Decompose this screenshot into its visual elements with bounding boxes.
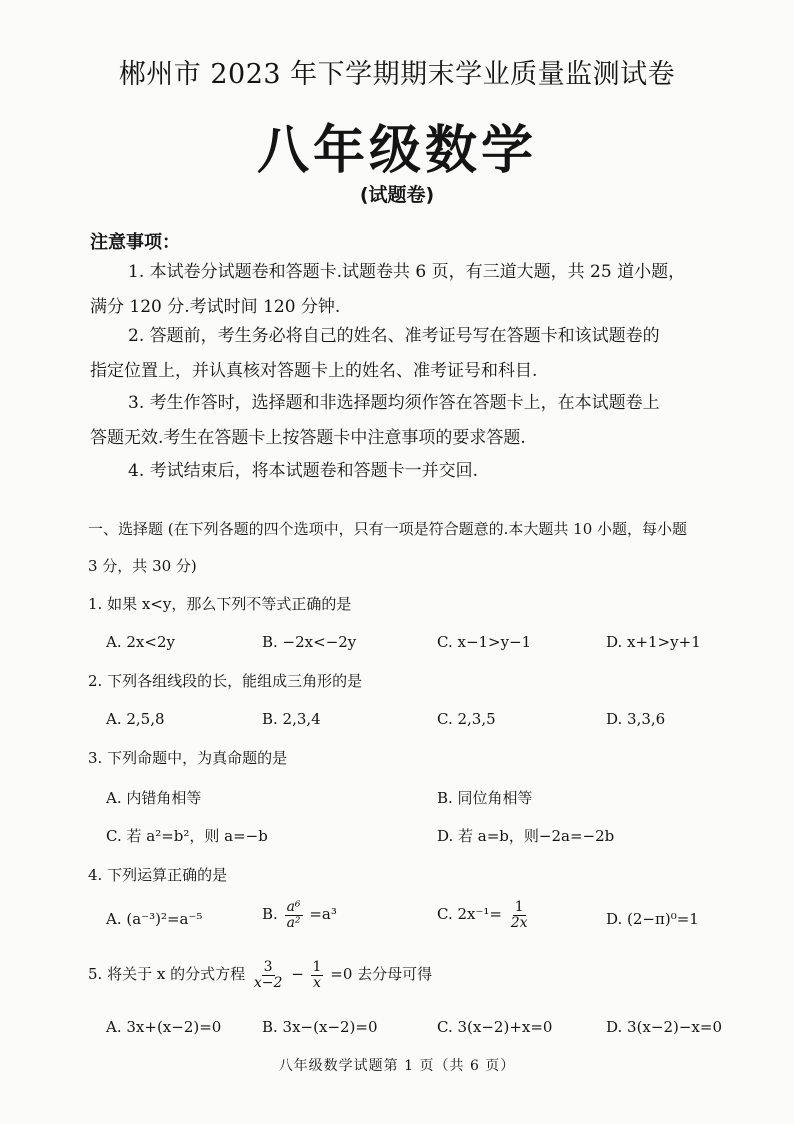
question-1-stem: 1. 如果 x<y，那么下列不等式正确的是 [88,595,352,613]
fraction-numerator: 1 [514,899,524,915]
fraction-denominator: 2x [510,914,528,931]
option-rest: =a³ [309,905,337,924]
question-3-option-c: C. 若 a²=b²，则 a=−b [106,827,268,845]
note-line: 2. 答题前，考生务必将自己的姓名、准考证号写在答题卡和该试题卷的 [128,326,660,346]
page-footer: 八年级数学试题第 1 页（共 6 页） [278,1058,516,1074]
stem-text: =0 去分母可得 [330,965,433,984]
fraction-numerator: a⁶ [286,899,301,915]
question-5-option-a: A. 3x+(x−2)=0 [106,1018,222,1036]
question-1-option-d: D. x+1>y+1 [606,633,701,651]
question-2-stem: 2. 下列各组线段的长，能组成三角形的是 [88,672,363,690]
subject-title: 八年级数学 [256,121,537,181]
operator: − [291,965,304,984]
fraction-numerator: 1 [312,959,322,975]
note-line: 1. 本试卷分试题卷和答题卡.试题卷共 6 页，有三道大题，共 25 道小题， [128,262,686,282]
question-5-option-d: D. 3(x−2)−x=0 [606,1018,722,1036]
fraction-numerator: 3 [263,959,273,975]
question-1-option-a: A. 2x<2y [106,633,175,651]
note-line: 指定位置上，并认真核对答题卡上的姓名、准考证号和科目. [90,361,538,381]
paper-type-label: (试题卷) [359,184,435,206]
note-line: 4. 考试结束后，将本试题卷和答题卡一并交回. [128,461,479,481]
fraction [509,900,530,930]
fraction [285,900,303,930]
question-2-option-c: C. 2,3,5 [437,710,496,728]
question-3-stem: 3. 下列命题中，为真命题的是 [88,749,288,767]
option-prefix: C. 2x⁻¹= [437,905,502,924]
question-4-option-c [437,900,532,930]
question-5-stem [88,960,432,990]
question-2-option-a: A. 2,5,8 [106,710,165,728]
question-3-option-d: D. 若 a=b，则−2a=−2b [437,827,615,845]
fraction-denominator: x [313,974,321,991]
question-5-option-b: B. 3x−(x−2)=0 [262,1018,378,1036]
question-3-option-b: B. 同位角相等 [437,789,533,807]
question-4-option-d: D. (2−π)⁰=1 [606,910,699,928]
question-5-option-c: C. 3(x−2)+x=0 [437,1018,553,1036]
option-prefix: B. [262,905,278,924]
stem-text: 5. 将关于 x 的分式方程 [88,965,246,984]
question-4-option-b [262,900,337,930]
fraction [252,960,285,990]
fraction-denominator: a² [286,914,301,931]
notes-heading: 注意事项： [90,232,180,253]
question-3-option-a: A. 内错角相等 [106,789,202,807]
question-2-option-d: D. 3,3,6 [606,710,666,728]
section-instructions: 3 分，共 30 分) [88,557,197,575]
fraction [311,960,324,990]
section-instructions: 一、选择题 (在下列各题的四个选项中，只有一项是符合题意的.本大题共 10 小题，每小题 [88,520,688,538]
note-line: 满分 120 分.考试时间 120 分钟. [90,297,341,317]
question-1-option-b: B. −2x<−2y [262,633,357,651]
note-line: 3. 考生作答时，选择题和非选择题均须作答在答题卡上，在本试题卷上 [128,393,660,413]
question-2-option-b: B. 2,3,4 [262,710,321,728]
fraction-denominator: x−2 [253,974,283,991]
question-1-option-c: C. x−1>y−1 [437,633,532,651]
question-4-option-a: A. (a⁻³)²=a⁻⁵ [106,910,203,928]
exam-title: 郴州市 2023 年下学期期末学业质量监测试卷 [118,59,676,90]
note-line: 答题无效.考生在答题卡上按答题卡中注意事项的要求答题. [90,428,526,448]
question-4-stem: 4. 下列运算正确的是 [88,866,228,884]
